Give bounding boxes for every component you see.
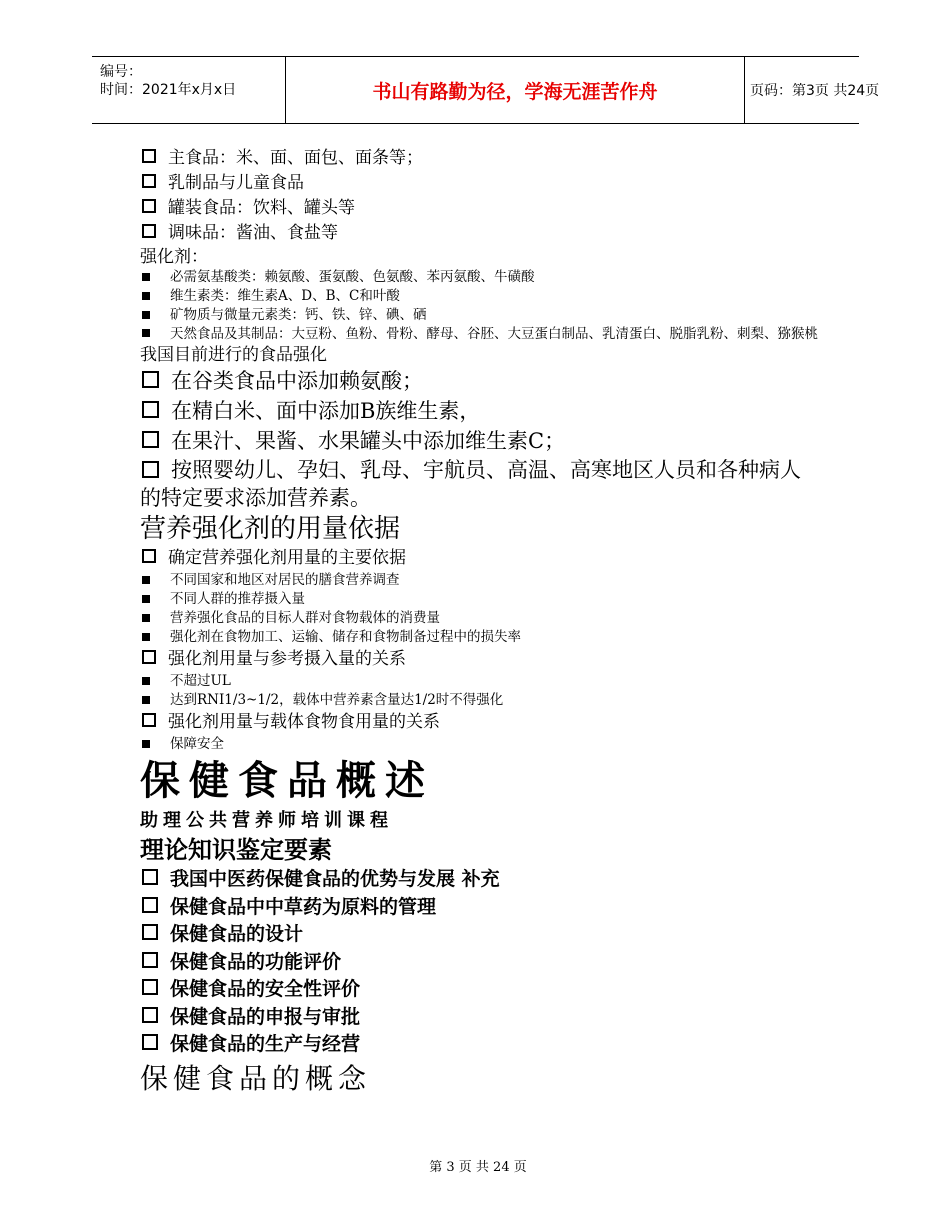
list-item: 保健食品的申报与审批 [140,1004,820,1032]
header-page-info: 页码：第3页 共24页 [750,83,880,99]
list-item: 保健食品的功能评价 [140,949,820,977]
list-item: 我国中医药保健食品的优势与发展 补充 [140,866,820,894]
checkbox-bullet-icon [142,952,158,968]
list-item: 必需氨基酸类：赖氨酸、蛋氨酸、色氨酸、苯丙氨酸、牛磺酸 [140,268,820,287]
list-item: 主食品：米、面、面包、面条等； [140,146,820,171]
list-item: 强化剂用量与载体食物食用量的关系 [140,710,820,735]
header-right-cell [744,57,880,123]
list-item: 强化剂在食物加工、运输、储存和食物制备过程中的损失率 [140,628,820,647]
checkbox-bullet-icon [142,431,159,448]
checkbox-bullet-icon [142,979,158,995]
checkbox-bullet-icon [142,461,159,478]
square-bullet-icon [142,329,150,337]
time-label: 时间：2021年x月x日 [100,82,237,98]
list-item: 达到RNI1/3~1/2，载体中营养素含量达1/2时不得强化 [140,691,820,710]
checkbox-bullet-icon [142,199,156,213]
checkbox-bullet-icon [142,650,156,664]
list-item: 保健食品中中草药为原料的管理 [140,894,820,922]
checkbox-bullet-icon [142,224,156,238]
list-item: 矿物质与微量元素类：钙、铁、锌、碘、硒 [140,306,820,325]
checkbox-bullet-icon [142,1034,158,1050]
document-body [140,146,820,1099]
footer-page-number: 第 3 页 共 24 页 [429,1160,527,1175]
dosage-heading: 营养强化剂的用量依据 [140,514,401,544]
square-bullet-icon [142,740,150,748]
checkbox-bullet-icon [142,149,156,163]
concept-heading: 保健食品的概念 [140,1061,372,1095]
list-item: 不同国家和地区对居民的膳食营养调查 [140,571,820,590]
header-motto-cell [285,57,745,123]
square-bullet-icon [142,696,150,704]
current-heading: 我国目前进行的食品强化 [140,345,327,365]
theory-heading: 理论知识鉴定要素 [140,836,332,864]
checkbox-bullet-icon [142,897,158,913]
list-item: 保健食品的安全性评价 [140,976,820,1004]
health-food-title: 保健食品概述 [140,757,434,804]
checkbox-bullet-icon [142,924,158,940]
list-item: 不同人群的推荐摄入量 [140,590,820,609]
number-label: 编号： [100,64,142,80]
checkbox-bullet-icon [142,371,159,388]
square-bullet-icon [142,311,150,319]
square-bullet-icon [142,633,150,641]
header-left-cell [92,57,285,123]
checkbox-bullet-icon [142,549,156,563]
list-item: 保健食品的生产与经营 [140,1031,820,1059]
square-bullet-icon [142,595,150,603]
list-item: 确定营养强化剂用量的主要依据 [140,546,820,571]
list-item: 罐装食品：饮料、罐头等 [140,196,820,221]
course-subtitle: 助理公共营养师培训课程 [140,810,393,831]
square-bullet-icon [142,677,150,685]
list-item: 在果汁、果酱、水果罐头中添加维生素C； [140,426,820,456]
list-item: 维生素类：维生素A、D、B、C和叶酸 [140,287,820,306]
list-item: 天然食品及其制品：大豆粉、鱼粉、骨粉、酵母、谷胚、大豆蛋白制品、乳清蛋白、脱脂乳粉、刺梨、猕猴桃 [140,325,820,344]
square-bullet-icon [142,576,150,584]
page-footer [0,1156,950,1175]
list-item: 按照婴幼儿、孕妇、乳母、宇航员、高温、高寒地区人员和各种病人的特定要求添加营养素。 [140,458,801,510]
list-item: 在谷类食品中添加赖氨酸； [140,366,820,396]
checkbox-bullet-icon [142,174,156,188]
square-bullet-icon [142,614,150,622]
checkbox-bullet-icon [142,869,158,885]
list-item: 调味品：酱油、食盐等 [140,221,820,246]
list-item: 不超过UL [140,672,820,691]
list-item: 营养强化食品的目标人群对食物载体的消费量 [140,609,820,628]
fortifier-heading: 强化剂： [140,247,208,267]
checkbox-bullet-icon [142,401,159,418]
page-header [92,56,880,124]
square-bullet-icon [142,273,150,281]
checkbox-bullet-icon [142,713,156,727]
list-item: 保障安全 [140,735,820,754]
list-item: 在精白米、面中添加B族维生素， [140,396,820,426]
square-bullet-icon [142,292,150,300]
list-item: 保健食品的设计 [140,921,820,949]
motto: 书山有路勤为径，学海无涯苦作舟 [372,80,658,103]
list-item: 乳制品与儿童食品 [140,171,820,196]
checkbox-bullet-icon [142,1007,158,1023]
list-item: 强化剂用量与参考摄入量的关系 [140,647,820,672]
